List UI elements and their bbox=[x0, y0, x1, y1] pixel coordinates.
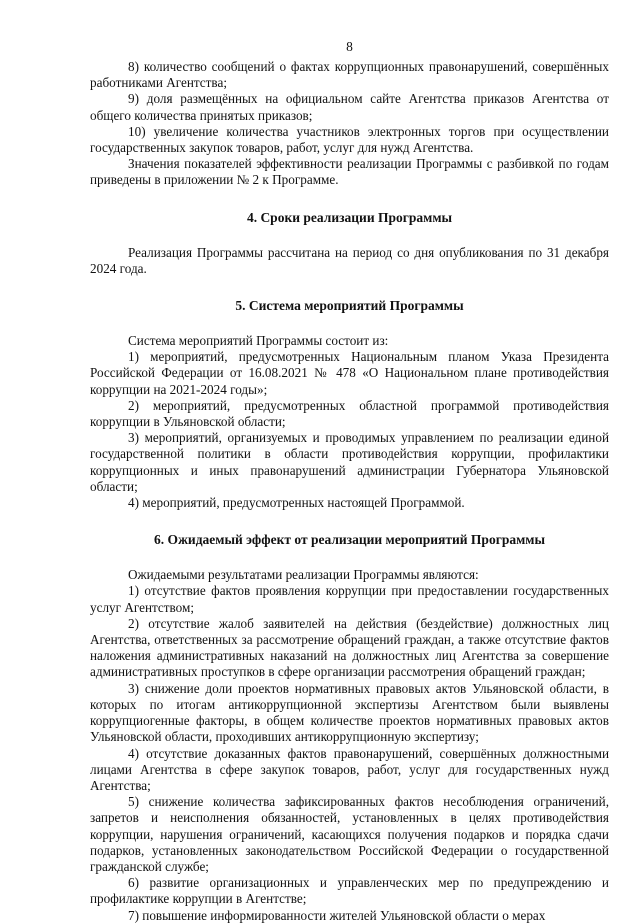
paragraph: 7) повышение информированности жителей Ульяновской области о мерах bbox=[128, 907, 546, 923]
paragraph: 9) доля размещённых на официальном сайте Агентства приказов Агентства от общего количества принятых приказов; bbox=[90, 91, 609, 123]
paragraph: 4) мероприятий, предусмотренных настоящей Программой. bbox=[128, 495, 465, 511]
section-heading: 6. Ожидаемый эффект от реализации мероприятий Программы bbox=[153, 532, 546, 548]
paragraph: 1) отсутствие фактов проявления коррупции при предоставлении государственных услуг Агентством; bbox=[90, 583, 609, 615]
section-heading: 4. Сроки реализации Программы bbox=[246, 209, 453, 225]
section-heading: 5. Система мероприятий Программы bbox=[235, 298, 464, 314]
paragraph: 5) снижение количества зафиксированных фактов несоблюдения ограничений, запретов и неисполнения обязанностей, установленных в целях противодействия коррупции, нарушения ограничений, касающихся получения подарков и порядка сдачи подарков, установленных законодательством Российской Федерации о государственной гражданской службе; bbox=[90, 794, 609, 874]
paragraph: Система мероприятий Программы состоит из: bbox=[128, 333, 389, 349]
paragraph: Ожидаемыми результатами реализации Программы являются: bbox=[128, 567, 479, 583]
paragraph: Значения показателей эффективности реализации Программы с разбивкой по годам приведены в приложении № 2 к Программе. bbox=[90, 156, 609, 188]
paragraph: 4) отсутствие доказанных фактов правонарушений, совершённых должностными лицами Агентства в сфере закупок товаров, работ, услуг для государственных нужд Агентства; bbox=[90, 745, 609, 793]
paragraph: Реализация Программы рассчитана на период со дня опубликования по 31 декабря 2024 года. bbox=[90, 244, 609, 276]
paragraph: 8) количество сообщений о фактах коррупционных правонарушений, совершённых работниками Агентства; bbox=[90, 59, 609, 91]
paragraph: 10) увеличение количества участников электронных торгов при осуществлении государственных закупок товаров, работ, услуг для нужд Агентства. bbox=[90, 123, 609, 156]
paragraph: 2) мероприятий, предусмотренных областной программой противодействия коррупции в Ульяновской области; bbox=[90, 397, 609, 430]
paragraph: 3) снижение доли проектов нормативных правовых актов Ульяновской области, в которых по итогам антикоррупционной экспертизы Агентством были выявлены коррупциогенные факторы, в общем количестве проектов нормативных правовых актов Ульяновской области, проходивших антикоррупционную экспертизу; bbox=[90, 680, 609, 745]
paragraph: 1) мероприятий, предусмотренных Национальным планом Указа Президента Российской Федерации от 16.08.2021 № 478 «О Национальном плане противодействия коррупции на 2021-2024 годы»; bbox=[90, 349, 609, 397]
page-number: 8 bbox=[346, 39, 353, 54]
paragraph: 3) мероприятий, организуемых и проводимых управлением по реализации единой государственной политики в области противодействия коррупции, профилактики коррупционных и иных правонарушений администрации Губернатора Ульяновской области; bbox=[90, 430, 609, 494]
paragraph: 6) развитие организационных и управленческих мер по предупреждению и профилактике коррупции в Агентстве; bbox=[90, 875, 609, 907]
paragraph: 2) отсутствие жалоб заявителей на действия (бездействие) должностных лиц Агентства, ответственных за рассмотрение обращений граждан, а также отсутствие фактов наложения административных наказаний на должностных лиц Агентства за совершение административных проступков в сфере организации рассмотрения обращений граждан; bbox=[90, 615, 609, 680]
